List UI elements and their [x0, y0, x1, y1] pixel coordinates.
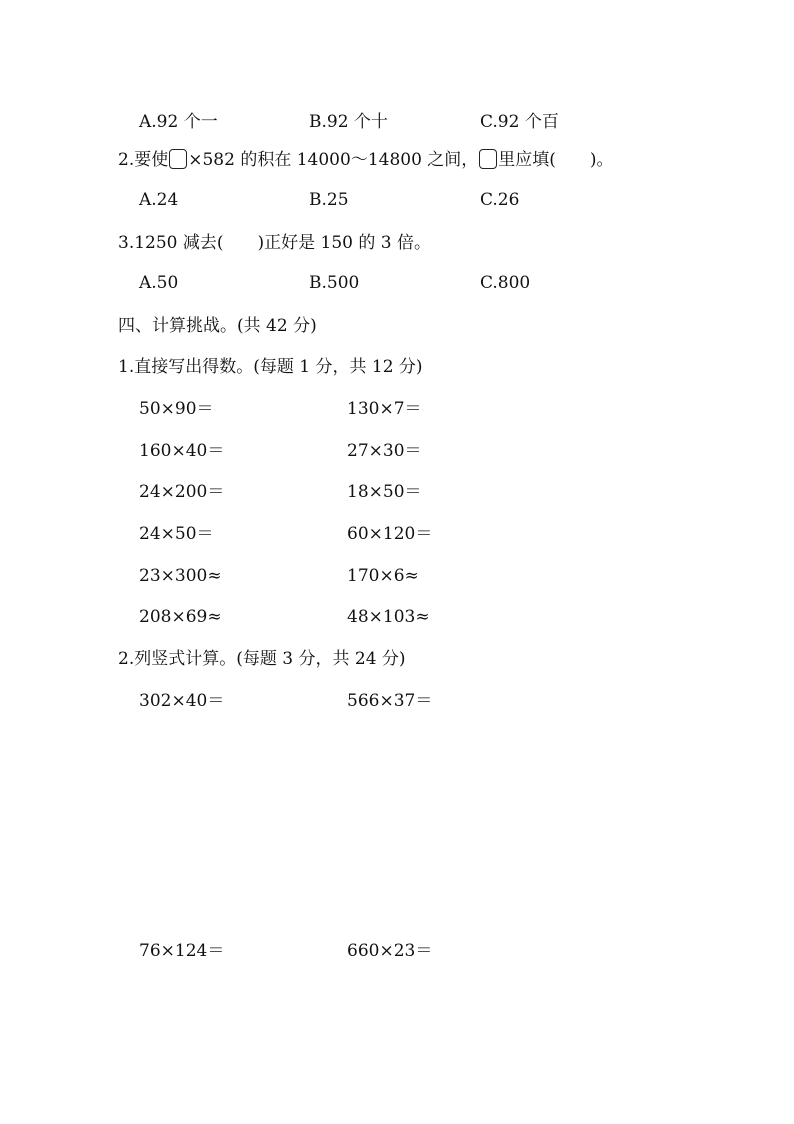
exercise: 50×90＝: [139, 399, 214, 419]
section-title: 四、计算挑战。(共 42 分): [118, 316, 317, 336]
part1-title: 1.直接写出得数。(每题 1 分，共 12 分): [118, 357, 423, 377]
exercise: 208×69≈: [139, 607, 222, 627]
q2-option-c: C.26: [480, 190, 520, 210]
q2-option-b: B.25: [309, 190, 349, 210]
answer-box-icon: [479, 149, 497, 169]
exercise: 660×23＝: [347, 941, 433, 961]
q3-option-a: A.50: [139, 273, 179, 293]
exercise: 302×40＝: [139, 691, 225, 711]
q3-question: 3.1250 减去( )正好是 150 的 3 倍。: [118, 233, 432, 253]
exercise: 24×50＝: [139, 524, 214, 544]
exercise: 23×300≈: [139, 566, 222, 586]
exercise: 24×200＝: [139, 482, 225, 502]
q1-option-b: B.92 个十: [309, 112, 388, 132]
q3-option-c: C.800: [480, 273, 531, 293]
answer-box-icon: [169, 149, 187, 169]
q3-option-b: B.500: [309, 273, 360, 293]
q2-suffix: 里应填( )。: [498, 150, 614, 170]
exercise: 566×37＝: [347, 691, 433, 711]
exercise: 170×6≈: [347, 566, 419, 586]
exercise: 48×103≈: [347, 607, 430, 627]
exercise: 18×50＝: [347, 482, 422, 502]
exercise: 160×40＝: [139, 441, 225, 461]
exercise: 27×30＝: [347, 441, 422, 461]
part2-title: 2.列竖式计算。(每题 3 分，共 24 分): [118, 649, 406, 669]
q1-option-c: C.92 个百: [480, 112, 559, 132]
exercise: 130×7＝: [347, 399, 422, 419]
q2-prefix: 2.要使: [118, 150, 169, 170]
q2-option-a: A.24: [139, 190, 179, 210]
exercise: 76×124＝: [139, 941, 225, 961]
exercise: 60×120＝: [347, 524, 433, 544]
q2-question: [118, 149, 614, 171]
q1-option-a: A.92 个一: [139, 112, 218, 132]
q2-middle: ×582 的积在 14000～14800 之间，: [188, 150, 479, 170]
